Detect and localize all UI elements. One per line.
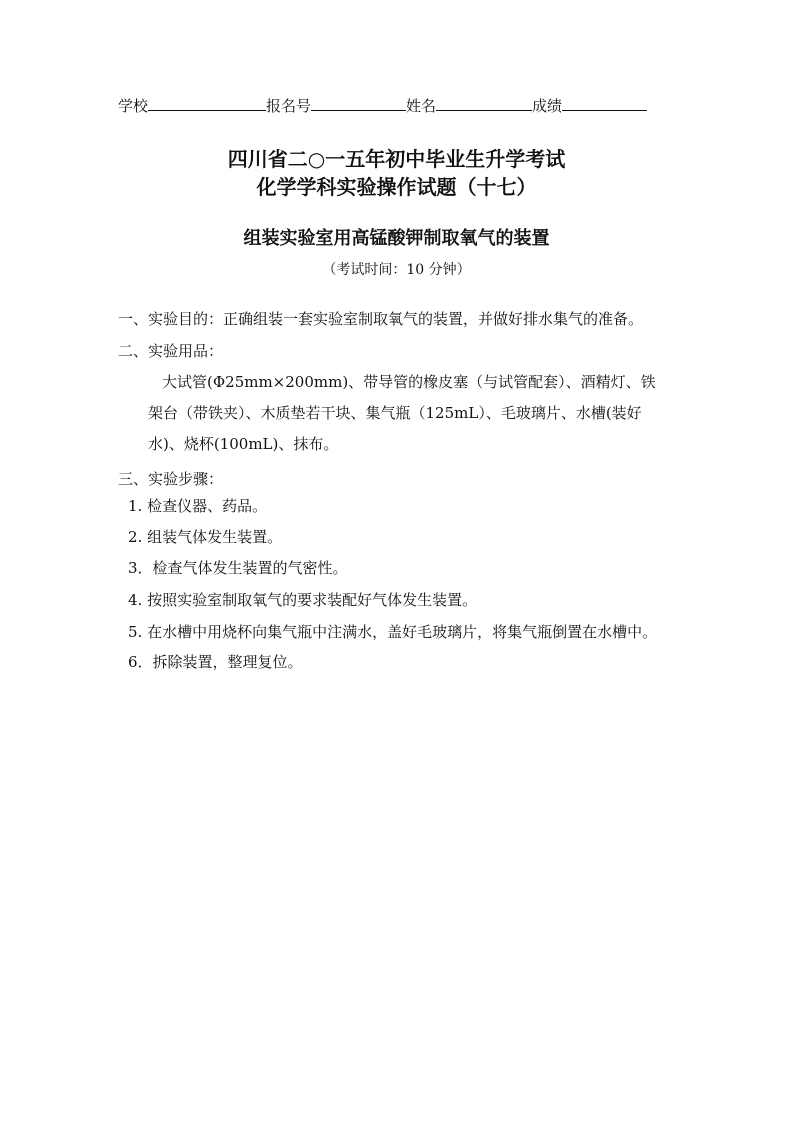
name-label: 姓名 [406, 97, 437, 115]
exam-number-label: 报名号 [266, 97, 312, 115]
exam-subtitle: 化学学科实验操作试题（十七） [256, 175, 537, 199]
name-field[interactable] [436, 96, 532, 111]
materials-line: 架台（带铁夹）、木质垫若干块、集气瓶（125mL）、毛玻璃片、水槽(装好 [148, 404, 642, 422]
school-label: 学校 [118, 97, 149, 115]
candidate-info-fields [118, 96, 647, 116]
step-item: 6．拆除装置，整理复位。 [128, 653, 303, 671]
score-field[interactable] [562, 96, 647, 111]
materials-line: 大试管(Φ25mm×200mm)、带导管的橡皮塞（与试管配套）、酒精灯、铁 [162, 373, 656, 391]
step-item: 3．检查气体发生装置的气密性。 [128, 559, 348, 577]
step-item: 4. 按照实验室制取氧气的要求装配好气体发生装置。 [128, 591, 478, 609]
step-item: 5. 在水槽中用烧杯向集气瓶中注满水，盖好毛玻璃片，将集气瓶倒置在水槽中。 [128, 623, 658, 641]
materials-heading: 二、实验用品： [118, 342, 224, 360]
school-field[interactable] [148, 96, 266, 111]
time-limit-note: （考试时间：10 分钟） [322, 262, 471, 278]
materials-line: 水)、烧杯(100mL)、抹布。 [148, 435, 339, 453]
experiment-title: 组装实验室用高锰酸钾制取氧气的装置 [243, 228, 550, 249]
step-item: 1. 检查仪器、药品。 [128, 497, 268, 515]
steps-heading: 三、实验步骤： [118, 470, 224, 488]
exam-title: 四川省二○一五年初中毕业生升学考试 [227, 147, 566, 171]
score-label: 成绩 [532, 97, 563, 115]
exam-number-field[interactable] [311, 96, 406, 111]
purpose-text: 一、实验目的：正确组装一套实验室制取氧气的装置，并做好排水集气的准备。 [118, 310, 644, 328]
step-item: 2. 组装气体发生装置。 [128, 528, 283, 546]
